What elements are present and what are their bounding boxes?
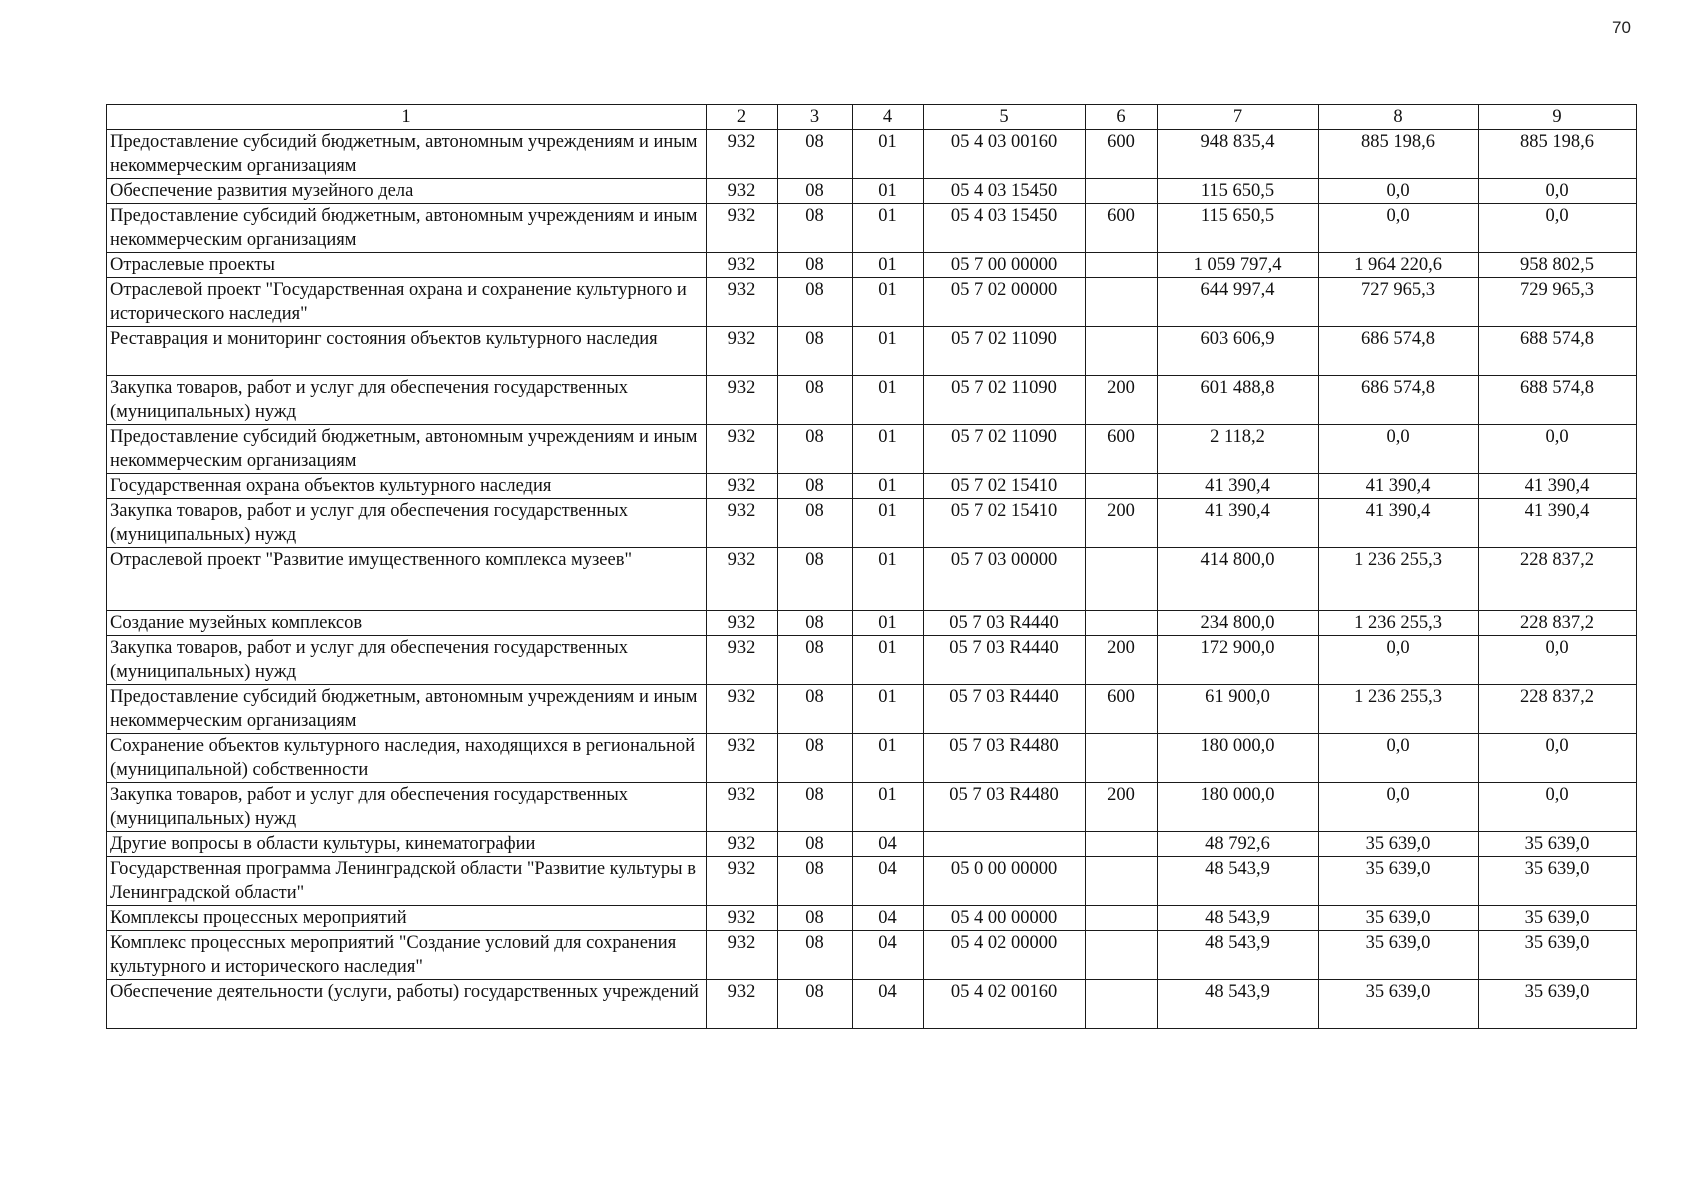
amount-col8-cell: 35 639,0 — [1319, 906, 1479, 931]
amount-col8-cell: 686 574,8 — [1319, 327, 1479, 376]
target-article-cell: 05 4 03 00160 — [924, 130, 1086, 179]
amount-col9-cell: 35 639,0 — [1479, 980, 1637, 1029]
expense-type-cell — [1086, 611, 1158, 636]
target-article-cell: 05 7 02 11090 — [924, 327, 1086, 376]
amount-col7-cell: 115 650,5 — [1158, 204, 1319, 253]
expense-type-cell — [1086, 179, 1158, 204]
header-cell: 3 — [778, 105, 853, 130]
amount-col8-cell: 0,0 — [1319, 734, 1479, 783]
amount-col9-cell: 885 198,6 — [1479, 130, 1637, 179]
target-article-cell: 05 7 03 00000 — [924, 548, 1086, 611]
amount-col9-cell: 0,0 — [1479, 636, 1637, 685]
subsection-code-cell: 01 — [853, 278, 924, 327]
gr-code-cell: 932 — [707, 204, 778, 253]
expense-type-cell — [1086, 548, 1158, 611]
gr-code-cell: 932 — [707, 636, 778, 685]
amount-col7-cell: 2 118,2 — [1158, 425, 1319, 474]
item-name-cell: Другие вопросы в области культуры, кинематографии — [107, 832, 707, 857]
target-article-cell: 05 7 03 R4480 — [924, 783, 1086, 832]
section-code-cell: 08 — [778, 611, 853, 636]
amount-col7-cell: 234 800,0 — [1158, 611, 1319, 636]
target-article-cell: 05 7 03 R4440 — [924, 611, 1086, 636]
amount-col7-cell: 115 650,5 — [1158, 179, 1319, 204]
target-article-cell: 05 7 00 00000 — [924, 253, 1086, 278]
item-name-cell: Отраслевой проект "Развитие имущественного комплекса музеев" — [107, 548, 707, 611]
amount-col8-cell: 686 574,8 — [1319, 376, 1479, 425]
section-code-cell: 08 — [778, 548, 853, 611]
section-code-cell: 08 — [778, 253, 853, 278]
gr-code-cell: 932 — [707, 499, 778, 548]
amount-col9-cell: 0,0 — [1479, 179, 1637, 204]
target-article-cell: 05 0 00 00000 — [924, 857, 1086, 906]
subsection-code-cell: 01 — [853, 327, 924, 376]
table-row — [107, 980, 1637, 1029]
table-row — [107, 179, 1637, 204]
gr-code-cell: 932 — [707, 376, 778, 425]
item-name-cell: Обеспечение деятельности (услуги, работы) государственных учреждений — [107, 980, 707, 1029]
target-article-cell: 05 7 02 00000 — [924, 278, 1086, 327]
section-code-cell: 08 — [778, 980, 853, 1029]
table-row — [107, 832, 1637, 857]
subsection-code-cell: 04 — [853, 980, 924, 1029]
expense-type-cell: 200 — [1086, 499, 1158, 548]
expense-type-cell — [1086, 832, 1158, 857]
section-code-cell: 08 — [778, 906, 853, 931]
table-row — [107, 253, 1637, 278]
item-name-cell: Закупка товаров, работ и услуг для обеспечения государственных (муниципальных) нужд — [107, 636, 707, 685]
gr-code-cell: 932 — [707, 179, 778, 204]
amount-col7-cell: 180 000,0 — [1158, 783, 1319, 832]
target-article-cell: 05 4 02 00000 — [924, 931, 1086, 980]
amount-col8-cell: 1 236 255,3 — [1319, 611, 1479, 636]
target-article-cell: 05 7 03 R4440 — [924, 636, 1086, 685]
target-article-cell: 05 7 02 15410 — [924, 474, 1086, 499]
expense-type-cell: 600 — [1086, 130, 1158, 179]
item-name-cell: Закупка товаров, работ и услуг для обеспечения государственных (муниципальных) нужд — [107, 376, 707, 425]
amount-col9-cell: 0,0 — [1479, 425, 1637, 474]
table-row — [107, 734, 1637, 783]
gr-code-cell: 932 — [707, 783, 778, 832]
target-article-cell: 05 7 03 R4480 — [924, 734, 1086, 783]
table-row — [107, 857, 1637, 906]
amount-col9-cell: 228 837,2 — [1479, 548, 1637, 611]
expense-type-cell — [1086, 980, 1158, 1029]
amount-col7-cell: 41 390,4 — [1158, 499, 1319, 548]
table-row — [107, 499, 1637, 548]
item-name-cell: Предоставление субсидий бюджетным, автономным учреждениям и иным некоммерческим организациям — [107, 204, 707, 253]
section-code-cell: 08 — [778, 931, 853, 980]
item-name-cell: Комплекс процессных мероприятий "Создание условий для сохранения культурного и исторического наследия" — [107, 931, 707, 980]
gr-code-cell: 932 — [707, 130, 778, 179]
header-row — [107, 105, 1637, 130]
section-code-cell: 08 — [778, 636, 853, 685]
amount-col8-cell: 1 236 255,3 — [1319, 548, 1479, 611]
gr-code-cell: 932 — [707, 474, 778, 499]
section-code-cell: 08 — [778, 474, 853, 499]
table-row — [107, 327, 1637, 376]
subsection-code-cell: 01 — [853, 783, 924, 832]
section-code-cell: 08 — [778, 857, 853, 906]
amount-col8-cell: 0,0 — [1319, 179, 1479, 204]
amount-col9-cell: 729 965,3 — [1479, 278, 1637, 327]
amount-col8-cell: 0,0 — [1319, 425, 1479, 474]
amount-col8-cell: 0,0 — [1319, 204, 1479, 253]
amount-col9-cell: 0,0 — [1479, 204, 1637, 253]
amount-col8-cell: 0,0 — [1319, 636, 1479, 685]
subsection-code-cell: 01 — [853, 130, 924, 179]
item-name-cell: Предоставление субсидий бюджетным, автономным учреждениям и иным некоммерческим организациям — [107, 130, 707, 179]
table-row — [107, 474, 1637, 499]
gr-code-cell: 932 — [707, 425, 778, 474]
section-code-cell: 08 — [778, 179, 853, 204]
subsection-code-cell: 04 — [853, 857, 924, 906]
amount-col9-cell: 35 639,0 — [1479, 906, 1637, 931]
amount-col7-cell: 48 543,9 — [1158, 906, 1319, 931]
amount-col7-cell: 172 900,0 — [1158, 636, 1319, 685]
item-name-cell: Предоставление субсидий бюджетным, автономным учреждениям и иным некоммерческим организациям — [107, 685, 707, 734]
subsection-code-cell: 01 — [853, 734, 924, 783]
table-row — [107, 278, 1637, 327]
target-article-cell: 05 7 03 R4440 — [924, 685, 1086, 734]
table-row — [107, 906, 1637, 931]
item-name-cell: Отраслевые проекты — [107, 253, 707, 278]
expense-type-cell — [1086, 253, 1158, 278]
target-article-cell: 05 4 03 15450 — [924, 179, 1086, 204]
amount-col9-cell: 0,0 — [1479, 734, 1637, 783]
header-cell: 6 — [1086, 105, 1158, 130]
section-code-cell: 08 — [778, 832, 853, 857]
amount-col9-cell: 35 639,0 — [1479, 857, 1637, 906]
subsection-code-cell: 01 — [853, 204, 924, 253]
expense-type-cell: 200 — [1086, 636, 1158, 685]
item-name-cell: Государственная программа Ленинградской области "Развитие культуры в Ленинградской области" — [107, 857, 707, 906]
subsection-code-cell: 04 — [853, 832, 924, 857]
subsection-code-cell: 01 — [853, 253, 924, 278]
table-row — [107, 204, 1637, 253]
target-article-cell: 05 4 03 15450 — [924, 204, 1086, 253]
section-code-cell: 08 — [778, 685, 853, 734]
section-code-cell: 08 — [778, 204, 853, 253]
gr-code-cell: 932 — [707, 685, 778, 734]
target-article-cell: 05 4 00 00000 — [924, 906, 1086, 931]
section-code-cell: 08 — [778, 783, 853, 832]
item-name-cell: Закупка товаров, работ и услуг для обеспечения государственных (муниципальных) нужд — [107, 783, 707, 832]
expense-type-cell — [1086, 857, 1158, 906]
amount-col7-cell: 1 059 797,4 — [1158, 253, 1319, 278]
expense-type-cell: 600 — [1086, 685, 1158, 734]
page-number: 70 — [1612, 18, 1631, 37]
target-article-cell: 05 7 02 11090 — [924, 425, 1086, 474]
item-name-cell: Сохранение объектов культурного наследия, находящихся в региональной (муниципальной) собственности — [107, 734, 707, 783]
expense-type-cell — [1086, 931, 1158, 980]
table-row — [107, 636, 1637, 685]
amount-col8-cell: 0,0 — [1319, 783, 1479, 832]
gr-code-cell: 932 — [707, 278, 778, 327]
section-code-cell: 08 — [778, 734, 853, 783]
amount-col8-cell: 35 639,0 — [1319, 832, 1479, 857]
subsection-code-cell: 04 — [853, 906, 924, 931]
amount-col9-cell: 41 390,4 — [1479, 499, 1637, 548]
amount-col7-cell: 414 800,0 — [1158, 548, 1319, 611]
header-cell: 4 — [853, 105, 924, 130]
item-name-cell: Создание музейных комплексов — [107, 611, 707, 636]
gr-code-cell: 932 — [707, 548, 778, 611]
item-name-cell: Обеспечение развития музейного дела — [107, 179, 707, 204]
item-name-cell: Комплексы процессных мероприятий — [107, 906, 707, 931]
item-name-cell: Предоставление субсидий бюджетным, автономным учреждениям и иным некоммерческим организациям — [107, 425, 707, 474]
amount-col7-cell: 61 900,0 — [1158, 685, 1319, 734]
amount-col8-cell: 727 965,3 — [1319, 278, 1479, 327]
gr-code-cell: 932 — [707, 931, 778, 980]
section-code-cell: 08 — [778, 327, 853, 376]
gr-code-cell: 932 — [707, 327, 778, 376]
gr-code-cell: 932 — [707, 253, 778, 278]
target-article-cell: 05 4 02 00160 — [924, 980, 1086, 1029]
header-cell: 7 — [1158, 105, 1319, 130]
amount-col9-cell: 228 837,2 — [1479, 611, 1637, 636]
subsection-code-cell: 01 — [853, 685, 924, 734]
amount-col8-cell: 1 964 220,6 — [1319, 253, 1479, 278]
item-name-cell: Реставрация и мониторинг состояния объектов культурного наследия — [107, 327, 707, 376]
section-code-cell: 08 — [778, 499, 853, 548]
subsection-code-cell: 01 — [853, 548, 924, 611]
subsection-code-cell: 01 — [853, 611, 924, 636]
expense-type-cell — [1086, 734, 1158, 783]
budget-table — [106, 104, 1637, 1029]
amount-col7-cell: 180 000,0 — [1158, 734, 1319, 783]
amount-col9-cell: 41 390,4 — [1479, 474, 1637, 499]
header-cell: 2 — [707, 105, 778, 130]
amount-col8-cell: 1 236 255,3 — [1319, 685, 1479, 734]
section-code-cell: 08 — [778, 425, 853, 474]
header-cell: 8 — [1319, 105, 1479, 130]
table-row — [107, 611, 1637, 636]
table-row — [107, 931, 1637, 980]
section-code-cell: 08 — [778, 278, 853, 327]
amount-col9-cell: 228 837,2 — [1479, 685, 1637, 734]
gr-code-cell: 932 — [707, 857, 778, 906]
amount-col7-cell: 41 390,4 — [1158, 474, 1319, 499]
expense-type-cell: 200 — [1086, 376, 1158, 425]
header-cell: 1 — [107, 105, 707, 130]
amount-col9-cell: 688 574,8 — [1479, 376, 1637, 425]
section-code-cell: 08 — [778, 376, 853, 425]
gr-code-cell: 932 — [707, 832, 778, 857]
table-row — [107, 376, 1637, 425]
amount-col7-cell: 48 543,9 — [1158, 857, 1319, 906]
amount-col7-cell: 948 835,4 — [1158, 130, 1319, 179]
subsection-code-cell: 01 — [853, 425, 924, 474]
subsection-code-cell: 04 — [853, 931, 924, 980]
amount-col8-cell: 35 639,0 — [1319, 980, 1479, 1029]
table-row — [107, 685, 1637, 734]
expense-type-cell — [1086, 278, 1158, 327]
expense-type-cell: 600 — [1086, 425, 1158, 474]
item-name-cell: Отраслевой проект "Государственная охрана и сохранение культурного и исторического наследия" — [107, 278, 707, 327]
subsection-code-cell: 01 — [853, 499, 924, 548]
gr-code-cell: 932 — [707, 980, 778, 1029]
expense-type-cell: 200 — [1086, 783, 1158, 832]
table-row — [107, 130, 1637, 179]
amount-col8-cell: 35 639,0 — [1319, 931, 1479, 980]
expense-type-cell — [1086, 906, 1158, 931]
section-code-cell: 08 — [778, 130, 853, 179]
amount-col9-cell: 688 574,8 — [1479, 327, 1637, 376]
subsection-code-cell: 01 — [853, 376, 924, 425]
amount-col7-cell: 48 543,9 — [1158, 980, 1319, 1029]
amount-col9-cell: 35 639,0 — [1479, 832, 1637, 857]
amount-col9-cell: 0,0 — [1479, 783, 1637, 832]
subsection-code-cell: 01 — [853, 636, 924, 685]
amount-col8-cell: 35 639,0 — [1319, 857, 1479, 906]
subsection-code-cell: 01 — [853, 179, 924, 204]
amount-col9-cell: 958 802,5 — [1479, 253, 1637, 278]
expense-type-cell — [1086, 474, 1158, 499]
expense-type-cell: 600 — [1086, 204, 1158, 253]
amount-col8-cell: 41 390,4 — [1319, 499, 1479, 548]
table-row — [107, 783, 1637, 832]
header-cell: 9 — [1479, 105, 1637, 130]
expense-type-cell — [1086, 327, 1158, 376]
gr-code-cell: 932 — [707, 734, 778, 783]
amount-col7-cell: 644 997,4 — [1158, 278, 1319, 327]
amount-col8-cell: 41 390,4 — [1319, 474, 1479, 499]
target-article-cell — [924, 832, 1086, 857]
header-cell: 5 — [924, 105, 1086, 130]
table-row — [107, 425, 1637, 474]
table-row — [107, 548, 1637, 611]
amount-col7-cell: 601 488,8 — [1158, 376, 1319, 425]
amount-col8-cell: 885 198,6 — [1319, 130, 1479, 179]
item-name-cell: Закупка товаров, работ и услуг для обеспечения государственных (муниципальных) нужд — [107, 499, 707, 548]
subsection-code-cell: 01 — [853, 474, 924, 499]
gr-code-cell: 932 — [707, 906, 778, 931]
target-article-cell: 05 7 02 15410 — [924, 499, 1086, 548]
amount-col7-cell: 603 606,9 — [1158, 327, 1319, 376]
target-article-cell: 05 7 02 11090 — [924, 376, 1086, 425]
gr-code-cell: 932 — [707, 611, 778, 636]
amount-col7-cell: 48 543,9 — [1158, 931, 1319, 980]
amount-col9-cell: 35 639,0 — [1479, 931, 1637, 980]
item-name-cell: Государственная охрана объектов культурного наследия — [107, 474, 707, 499]
amount-col7-cell: 48 792,6 — [1158, 832, 1319, 857]
